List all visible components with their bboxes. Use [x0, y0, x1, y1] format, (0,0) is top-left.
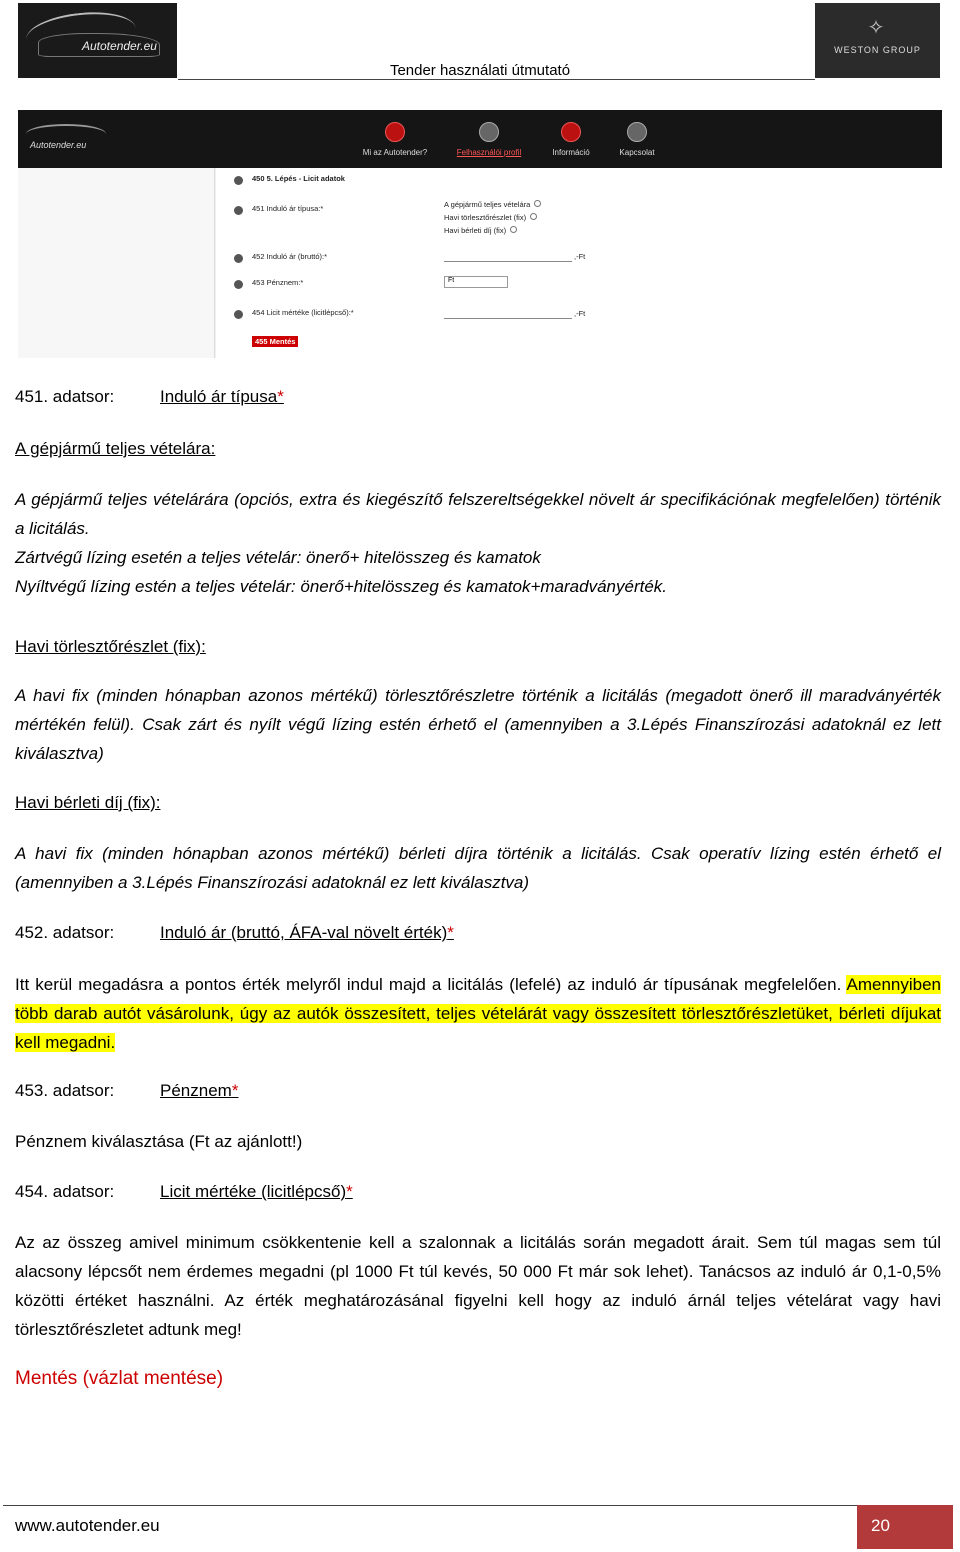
closed-lease-text: Zártvégű lízing esetén a teljes vételár: önerő+ hitelösszeg és kamatok	[15, 548, 541, 567]
nav-item-about[interactable]	[350, 122, 440, 157]
row-452-heading	[15, 918, 941, 947]
pencil-circle-icon	[479, 122, 499, 142]
row-prefix: 451. adatsor:	[15, 387, 115, 406]
wings-icon: ✧	[867, 17, 887, 39]
row-453-text: Pénznem kiválasztása (Ft az ajánlott!)	[15, 1132, 303, 1151]
radio-option-monthly[interactable]	[444, 213, 537, 222]
full-price-heading: A gépjármű teljes vételára:	[15, 439, 216, 458]
monthly-heading: Havi törlesztőrészlet (fix):	[15, 637, 206, 656]
row-title: Induló ár (bruttó, ÁFA-val növelt érték)*	[160, 923, 454, 942]
nav-label: Felhasználói profil	[456, 148, 522, 157]
row-prefix: 454. adatsor:	[15, 1182, 115, 1201]
radio-icon[interactable]	[530, 213, 537, 220]
required-star: *	[346, 1182, 353, 1201]
autotender-logo	[18, 3, 177, 78]
weston-group-logo	[815, 3, 940, 78]
footer-url: www.autotender.eu	[15, 1516, 160, 1535]
footer-divider	[3, 1505, 953, 1506]
info-circle-icon	[385, 122, 405, 142]
rent-text: A havi fix (minden hónapban azonos mértékű) bérleti díjra történik a licitálás. Csak operatív lízing estén érhető el (amennyiben a 3.Lépés Finanszírozási adatoknál ez lett kiválasztva)	[15, 844, 941, 892]
row-bullet-icon	[234, 310, 243, 319]
row-453-heading	[15, 1076, 941, 1105]
nav-item-contact[interactable]	[592, 122, 682, 157]
header-divider	[178, 79, 815, 80]
radio-option-full-price[interactable]	[444, 200, 541, 209]
row-453-label: 453 Pénznem:*	[252, 278, 304, 287]
row-451-heading	[15, 382, 941, 411]
save-heading: Mentés (vázlat mentése)	[15, 1368, 224, 1389]
row-bullet-icon	[234, 206, 243, 215]
licit-form-panel	[216, 168, 942, 358]
bid-step-input[interactable]	[444, 309, 572, 319]
rent-heading: Havi bérleti díj (fix):	[15, 793, 161, 812]
row-bullet-icon	[234, 280, 243, 289]
row-454-label: 454 Licit mértéke (licitlépcső):*	[252, 308, 354, 317]
page-number-box	[857, 1505, 953, 1549]
row-bullet-icon	[234, 176, 243, 185]
row-bullet-icon	[234, 254, 243, 263]
save-button[interactable]: 455 Mentés	[252, 336, 298, 347]
currency-suffix: ,-Ft	[574, 309, 586, 318]
row-452-label: 452 Induló ár (bruttó):*	[252, 252, 328, 261]
row-prefix: 452. adatsor:	[15, 923, 115, 942]
logo-text: Autotender.eu	[82, 39, 157, 53]
step-title: 450 5. Lépés - Licit adatok	[252, 174, 345, 183]
site-brand: Autotender.eu	[30, 140, 87, 150]
currency-select[interactable]: Ft	[444, 276, 508, 288]
nav-label: Kapcsolat	[619, 148, 655, 157]
logo-text: WESTON GROUP	[834, 45, 921, 55]
nav-item-profile[interactable]	[444, 122, 534, 157]
page-number: 20	[871, 1516, 890, 1535]
at-circle-icon	[627, 122, 647, 142]
row-452-text-main: Itt kerül megadásra a pontos érték melyről indul majd a licitálás (lefelé) az induló ár típusának megfelelően.	[15, 975, 842, 994]
row-452-text	[15, 970, 941, 1057]
monthly-text: A havi fix (minden hónapban azonos mértékű) törlesztőrészletre történik a licitálás (megadott önerő ill maradványérték mértékén felül). Csak zárt és nyílt végű lízing estén érhető el (amennyiben a 3.Lépés Finanszírozási adatoknál ez lett kiválasztva)	[15, 686, 941, 763]
full-price-text: A gépjármű teljes vételárára (opciós, extra és kiegészítő felszereltségekkel növelt ár specifikációnak megfelelően) történik a licitálás.	[15, 490, 941, 538]
row-title: Licit mértéke (licitlépcső)*	[160, 1182, 353, 1201]
site-navbar	[18, 110, 942, 168]
radio-icon[interactable]	[534, 200, 541, 207]
currency-suffix: ,-Ft	[574, 252, 586, 261]
nav-label: Mi az Autotender?	[362, 148, 428, 157]
embedded-screenshot	[18, 110, 942, 358]
row-452-highlight: Amennyiben több darab autót vásárolunk, úgy az autók összesített, teljes vételárát vagy összesített törlesztőrészletüket, bérleti díjukat kell megadni.	[15, 975, 941, 1052]
radio-option-rent[interactable]	[444, 226, 517, 235]
nav-label: Információ	[552, 148, 590, 157]
document-title: Tender használati útmutató	[389, 62, 571, 79]
row-prefix: 453. adatsor:	[15, 1081, 115, 1100]
radio-label: Havi bérleti díj (fix)	[444, 226, 507, 235]
row-title: Induló ár típusa*	[160, 387, 284, 406]
row-454-heading	[15, 1177, 941, 1206]
radio-label: Havi törlesztőrészlet (fix)	[444, 213, 527, 222]
required-star: *	[277, 387, 284, 406]
required-star: *	[231, 1081, 239, 1100]
radio-label: A gépjármű teljes vételára	[444, 200, 531, 209]
radio-icon[interactable]	[510, 226, 517, 233]
row-454-text: Az az összeg amivel minimum csökkentenie kell a szalonnak a licitálás során megadott árait. Sem túl magas sem túl alacsony lépcsőt nem érdemes megadni (pl 1000 Ft túl kevés, 50 000 Ft már sok lehet). Tanácsos az induló ár 0,1-0,5% közötti értéket használni. Az érték meghatározásánal figyelni kell hogy az induló árnál teljes vételárat vagy havi törlesztőrészletet adtunk meg!	[15, 1233, 941, 1339]
row-451-label: 451 Induló ár típusa:*	[252, 204, 324, 213]
open-lease-text: Nyíltvégű lízing estén a teljes vételár: önerő+hitelösszeg és kamatok+maradványérték.	[15, 577, 668, 596]
start-price-input[interactable]	[444, 252, 572, 262]
question-circle-icon	[561, 122, 581, 142]
required-star: *	[447, 923, 454, 942]
row-title: Pénznem*	[160, 1081, 239, 1100]
screenshot-sidebar	[18, 168, 215, 358]
